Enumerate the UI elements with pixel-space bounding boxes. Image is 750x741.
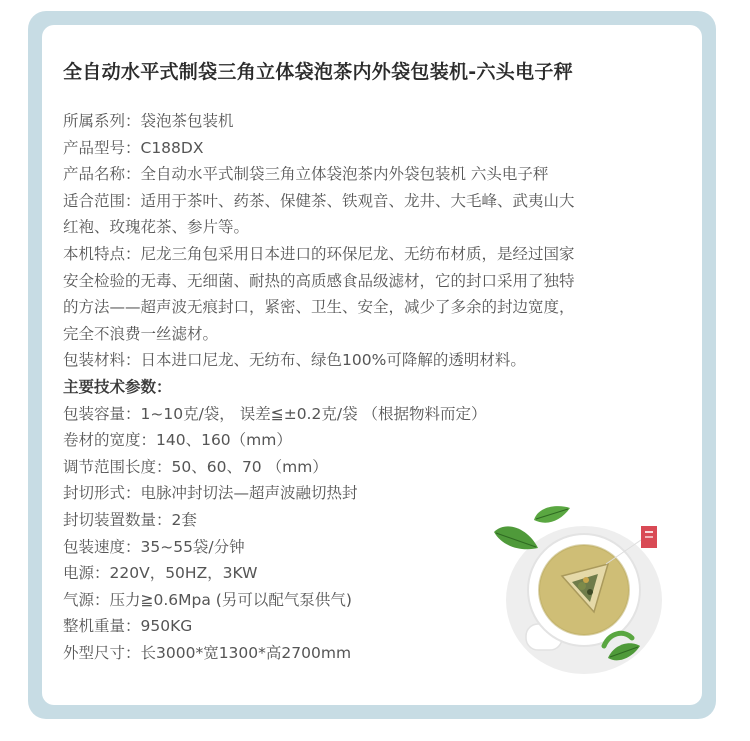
- page-title: 全自动水平式制袋三角立体袋泡茶内外袋包装机-六头电子秤: [63, 61, 573, 83]
- spec-features-line-1: 本机特点：尼龙三角包采用日本进口的环保尼龙、无纺布材质，是经过国家: [63, 244, 575, 263]
- spec-capacity: 包装容量：1~10克/袋， 误差≦±0.2克/袋 （根据物料而定）: [63, 404, 487, 423]
- spec-features-line-2: 安全检验的无毒、无细菌、耐热的高质感食品级滤材，它的封口采用了独特: [63, 271, 575, 290]
- spec-power: 电源：220V，50HZ，3KW: [63, 564, 258, 583]
- spec-roll-width: 卷材的宽度：140、160（mm）: [63, 431, 292, 450]
- spec-air-source: 气源：压力≧0.6Mpa (另可以配气泵供气): [63, 590, 352, 609]
- tea-tag-icon: [641, 526, 657, 548]
- spec-sealing-units: 封切装置数量：2套: [63, 510, 197, 529]
- spec-model: 产品型号：C188DX: [63, 138, 204, 157]
- spec-features-line-4: 完全不浪费一丝滤材。: [63, 324, 219, 343]
- spec-dimensions: 外型尺寸：长3000*宽1300*高2700mm: [63, 643, 352, 662]
- spec-material: 包装材料：日本进口尼龙、无纺布、绿色100%可降解的透明材料。: [63, 351, 526, 370]
- spec-scope-line-2: 红袍、玫瑰花茶、参片等。: [63, 218, 250, 237]
- spec-speed: 包装速度：35~55袋/分钟: [63, 537, 245, 556]
- tea-cup-illustration: [486, 500, 686, 680]
- spec-section-heading: 主要技术参数：: [63, 377, 172, 396]
- spec-scope-line-1: 适合范围：适用于茶叶、药茶、保健茶、铁观音、龙井、大毛峰、武夷山大: [63, 191, 575, 210]
- spec-sealing-method: 封切形式：电脉冲封切法—超声波融切热封: [63, 484, 358, 503]
- spec-features-line-3: 的方法——超声波无痕封口，紧密、卫生、安全，减少了多余的封边宽度，: [63, 298, 575, 317]
- spec-length-range: 调节范围长度：50、60、70 （mm）: [63, 457, 328, 476]
- spec-weight: 整机重量：950KG: [63, 617, 193, 636]
- spec-series: 所属系列：袋泡茶包装机: [63, 112, 234, 130]
- spec-product-name: 产品名称：全自动水平式制袋三角立体袋泡茶内外袋包装机 六头电子秤: [63, 165, 549, 184]
